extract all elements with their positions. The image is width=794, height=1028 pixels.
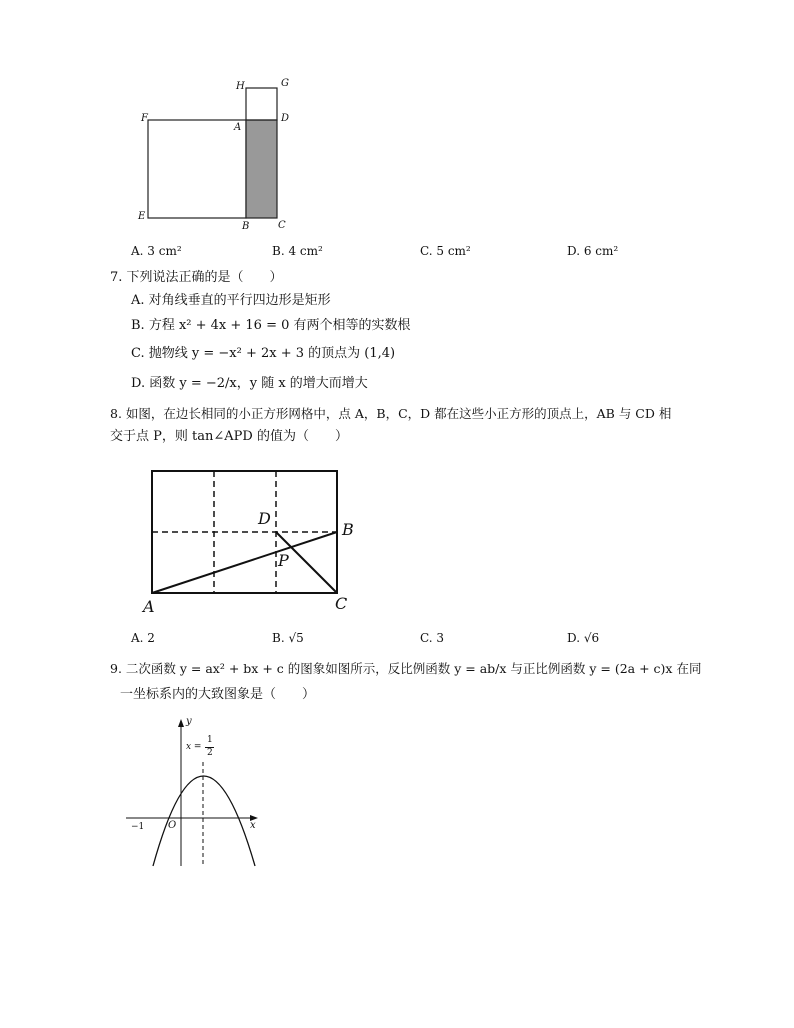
q6-option-a[interactable]: A. 3 cm²	[131, 244, 182, 258]
q9-neg-one-label: −1	[131, 822, 145, 832]
q7-stem: 7. 下列说法正确的是（ ）	[110, 270, 283, 285]
label-e: E	[138, 211, 146, 222]
q9-origin-label: O	[168, 820, 177, 831]
label-c: C	[278, 220, 286, 231]
q8-option-b[interactable]: B. √5	[272, 631, 304, 645]
q8-stem-line2: 交于点 P，则 tan∠APD 的值为（ ）	[110, 429, 348, 444]
q7-option-a[interactable]: A. 对角线垂直的平行四边形是矩形	[131, 293, 331, 308]
q8-option-a[interactable]: A. 2	[131, 631, 155, 645]
q9-stem-line1: 9. 二次函数 y = ax² + bx + c 的图象如图所示，反比例函数 y = ab/x 与正比例函数 y = (2a + c)x 在同	[110, 661, 702, 676]
q8-stem-line1: 8. 如图，在边长相同的小正方形网格中，点 A，B，C，D 都在这些小正方形的顶点上，AB 与 CD 相	[110, 406, 672, 421]
q8-label-d: D	[258, 509, 271, 528]
label-f: F	[141, 113, 148, 124]
q9-stem-line2: 一坐标系内的大致图象是（ ）	[120, 687, 316, 702]
q7-option-c[interactable]: C. 抛物线 y = −x² + 2x + 3 的顶点为 (1,4)	[131, 346, 396, 361]
q8-label-c: C	[335, 594, 348, 613]
q8-option-c[interactable]: C. 3	[420, 631, 445, 645]
q8-option-d[interactable]: D. √6	[567, 631, 600, 645]
q9-axis-eq-num: 1	[207, 735, 213, 745]
q9-axis-eq-left: x =	[186, 742, 202, 752]
q9-axis-eq-den: 2	[207, 748, 213, 758]
q6-option-d[interactable]: D. 6 cm²	[567, 244, 619, 258]
label-a: A	[234, 122, 242, 133]
q8-label-b: B	[342, 520, 354, 539]
q9-x-label: x	[250, 820, 256, 831]
q9-y-label: y	[186, 716, 192, 727]
q7-option-d[interactable]: D. 函数 y = −2/x，y 随 x 的增大而增大	[131, 376, 368, 391]
q6-option-c[interactable]: C. 5 cm²	[420, 244, 471, 258]
label-b: B	[242, 221, 250, 232]
q8-label-p: P	[278, 551, 289, 570]
label-d: D	[281, 113, 290, 124]
y-axis-arrow	[178, 719, 184, 727]
q6-option-b[interactable]: B. 4 cm²	[272, 244, 323, 258]
label-g: G	[281, 78, 289, 89]
q8-label-a: A	[143, 597, 155, 616]
q7-option-b[interactable]: B. 方程 x² + 4x + 16 = 0 有两个相等的实数根	[131, 318, 411, 333]
label-h: H	[236, 81, 245, 92]
